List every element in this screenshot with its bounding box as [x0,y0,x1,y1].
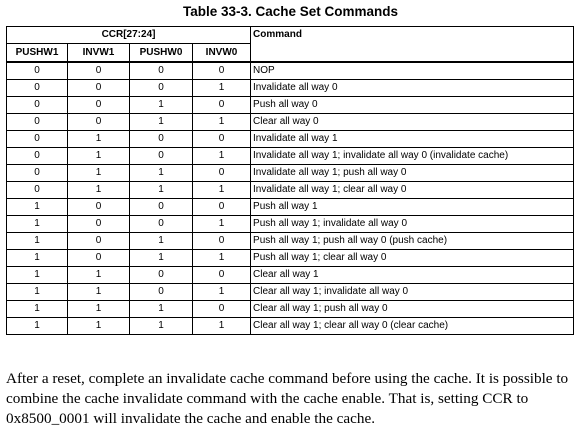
command-column-header: Command [251,27,574,63]
pushw0-cell: 0 [130,148,193,165]
command-cell: Invalidate all way 1; invalidate all way 0 (invalidate cache) [251,148,574,165]
table-row [7,62,574,80]
pushw1-cell: 1 [7,216,68,233]
command-cell: Push all way 1; invalidate all way 0 [251,216,574,233]
invw1-cell: 1 [68,148,130,165]
invw0-cell: 1 [193,80,251,97]
invw1-cell: 1 [68,301,130,318]
table-row [7,250,574,267]
pushw0-cell: 1 [130,250,193,267]
table-row [7,165,574,182]
invw1-cell: 0 [68,97,130,114]
pushw1-cell: 0 [7,182,68,199]
table-row [7,114,574,131]
command-cell: Clear all way 1; push all way 0 [251,301,574,318]
pushw1-cell: 1 [7,199,68,216]
invw1-cell: 1 [68,182,130,199]
pushw0-cell: 0 [130,284,193,301]
table-row [7,216,574,233]
pushw1-cell: 1 [7,250,68,267]
command-cell: Clear all way 1; invalidate all way 0 [251,284,574,301]
invw0-cell: 1 [193,182,251,199]
table-row [7,97,574,114]
pushw0-cell: 0 [130,62,193,80]
table-body [7,62,574,335]
invw0-cell: 1 [193,114,251,131]
table-row [7,233,574,250]
pushw1-cell: 0 [7,131,68,148]
command-cell: Push all way 0 [251,97,574,114]
invw0-cell: 0 [193,233,251,250]
command-cell: NOP [251,62,574,80]
pushw1-cell: 0 [7,148,68,165]
invw0-cell: 1 [193,148,251,165]
column-header-pushw1: PUSHW1 [7,44,68,63]
table-row [7,199,574,216]
invw1-cell: 0 [68,199,130,216]
pushw1-cell: 0 [7,62,68,80]
command-cell: Invalidate all way 1; clear all way 0 [251,182,574,199]
invw1-cell: 0 [68,250,130,267]
table-row [7,131,574,148]
pushw0-cell: 0 [130,131,193,148]
pushw0-cell: 1 [130,165,193,182]
invw1-cell: 1 [68,284,130,301]
command-cell: Push all way 1; clear all way 0 [251,250,574,267]
command-cell: Clear all way 1; clear all way 0 (clear cache) [251,318,574,335]
ccr-group-header: CCR[27:24] [7,27,251,44]
invw1-cell: 1 [68,318,130,335]
invw1-cell: 0 [68,80,130,97]
column-header-invw0: INVW0 [193,44,251,63]
command-cell: Push all way 1 [251,199,574,216]
invw1-cell: 0 [68,62,130,80]
command-cell: Clear all way 1 [251,267,574,284]
pushw1-cell: 1 [7,267,68,284]
invw0-cell: 0 [193,62,251,80]
invw0-cell: 0 [193,199,251,216]
invw0-cell: 0 [193,267,251,284]
invw0-cell: 0 [193,97,251,114]
pushw0-cell: 0 [130,267,193,284]
invw0-cell: 0 [193,165,251,182]
invw0-cell: 0 [193,301,251,318]
pushw0-cell: 1 [130,97,193,114]
invw1-cell: 1 [68,165,130,182]
table-row [7,301,574,318]
invw1-cell: 1 [68,131,130,148]
explanatory-paragraph: After a reset, complete an invalidate cache command before using the cache. It is possible to combine the cache invalidate command with the cache enable. That is, setting CCR to 0x8500_0001 will invalidate the cache and enable the cache. [6,370,569,427]
pushw0-cell: 0 [130,80,193,97]
pushw1-cell: 1 [7,233,68,250]
command-cell: Invalidate all way 1 [251,131,574,148]
table-row [7,284,574,301]
pushw0-cell: 1 [130,114,193,131]
command-cell: Push all way 1; push all way 0 (push cache) [251,233,574,250]
cache-set-commands-table [6,26,574,335]
pushw0-cell: 1 [130,233,193,250]
pushw1-cell: 0 [7,165,68,182]
table-title: Table 33-3. Cache Set Commands [182,4,399,19]
table-row [7,318,574,335]
command-cell: Invalidate all way 0 [251,80,574,97]
table-row [7,80,574,97]
pushw0-cell: 1 [130,182,193,199]
pushw0-cell: 0 [130,199,193,216]
invw0-cell: 0 [193,131,251,148]
command-cell: Invalidate all way 1; push all way 0 [251,165,574,182]
pushw1-cell: 0 [7,114,68,131]
invw0-cell: 1 [193,318,251,335]
invw1-cell: 1 [68,267,130,284]
pushw1-cell: 1 [7,301,68,318]
pushw0-cell: 1 [130,301,193,318]
table-row [7,182,574,199]
invw0-cell: 1 [193,284,251,301]
command-cell: Clear all way 0 [251,114,574,131]
invw0-cell: 1 [193,216,251,233]
pushw0-cell: 0 [130,216,193,233]
invw1-cell: 0 [68,233,130,250]
table-row [7,148,574,165]
table-row [7,267,574,284]
column-header-invw1: INVW1 [68,44,130,63]
pushw1-cell: 0 [7,80,68,97]
column-header-pushw0: PUSHW0 [130,44,193,63]
pushw1-cell: 0 [7,97,68,114]
invw1-cell: 0 [68,114,130,131]
invw1-cell: 0 [68,216,130,233]
pushw0-cell: 1 [130,318,193,335]
invw0-cell: 1 [193,250,251,267]
pushw1-cell: 1 [7,284,68,301]
pushw1-cell: 1 [7,318,68,335]
